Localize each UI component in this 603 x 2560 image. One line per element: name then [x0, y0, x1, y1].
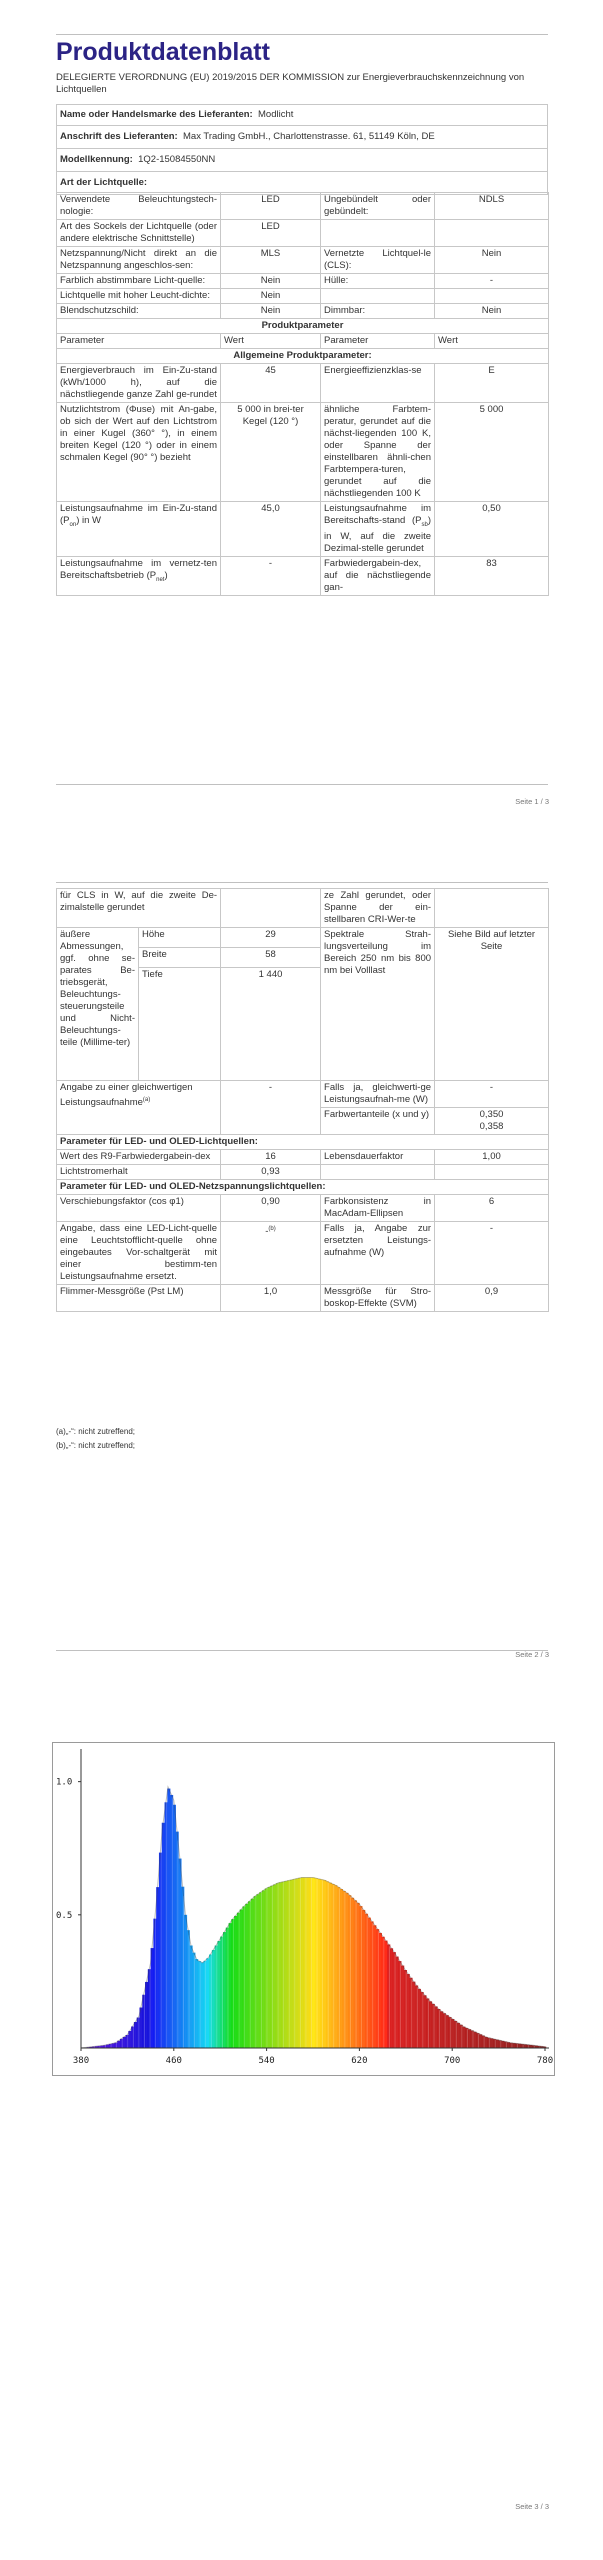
spectrum-streak	[389, 1946, 390, 2048]
spectrum-streak	[517, 2044, 518, 2048]
spectrum-streak	[406, 1971, 407, 2048]
spectrum-streak	[445, 2014, 446, 2048]
lum-row	[57, 1165, 549, 1180]
supplier-name-label: Name oder Handelsmarke des Lieferanten:	[60, 109, 253, 120]
product-param-row	[57, 364, 549, 403]
light-source-row	[57, 304, 549, 319]
light-source-label-2: Dimmbar:	[321, 304, 435, 319]
spectral-label: Spektrale Strah-lungsverteilung im Bereich 250 nm bis 800 nm bei Volllast	[321, 928, 435, 1081]
x-tick-label: 780	[536, 2056, 554, 2066]
light-source-value: LED	[221, 193, 321, 220]
spectrum-band	[223, 1932, 226, 2048]
dims-height-value: 29	[221, 928, 321, 948]
spectrum-streak	[423, 1993, 424, 2048]
light-source-label-2	[321, 289, 435, 304]
light-source-label: Blendschutzschild:	[57, 304, 221, 319]
spectrum-streak	[439, 2010, 440, 2048]
page-1	[0, 0, 603, 830]
spectrum-band	[234, 1916, 237, 2048]
spectrum-streak	[211, 1953, 212, 2048]
spectrum-streak	[484, 2036, 485, 2048]
lum-label: Lichtstromerhalt	[57, 1165, 221, 1180]
spectrum-band	[134, 2022, 137, 2048]
strobo-value: 0,9	[435, 1285, 549, 1312]
param-label: Leistungsaufnahme im vernetz-ten Bereitschaftsbetrieb $(P_{net})$	[57, 556, 221, 595]
spectrum-streak	[244, 1906, 245, 2048]
lum-value: 0,93	[221, 1165, 321, 1180]
light-source-label: Lichtquelle mit hoher Leucht-dichte:	[57, 289, 221, 304]
page-3-footer: Seite 3 / 3	[515, 2502, 549, 2511]
light-source-label: Netzspannung/Nicht direkt an die Netzspannung angeschlos-sen:	[57, 247, 221, 274]
param-value-2: 83	[435, 556, 549, 595]
spectrum-streak	[228, 1926, 229, 2048]
spectrum-streak	[144, 1990, 145, 2048]
spectrum-band	[485, 2037, 488, 2048]
spectrum-band	[513, 2043, 516, 2048]
spectrum-streak	[356, 1901, 357, 2048]
regulation-subtitle: DELEGIERTE VERORDNUNG (EU) 2019/2015 DER KOMMISSION zur Energieverbrauchskennzeichnung von Lichtquellen	[56, 72, 525, 95]
light-source-value: LED	[221, 220, 321, 247]
spectrum-streak	[428, 2000, 429, 2048]
spectrum-band	[323, 1880, 326, 2048]
spectrum-band	[151, 1948, 154, 2048]
spectrum-streak	[450, 2018, 451, 2048]
spectrum-streak	[222, 1935, 223, 2048]
supplier-table	[56, 104, 548, 195]
spectrum-streak	[467, 2028, 468, 2048]
spectrum-streak	[183, 1896, 184, 2048]
spectrum-streak	[306, 1878, 307, 2048]
shift-label: Verschiebungsfaktor (cos φ1)	[57, 1195, 221, 1222]
footnote-b: (b)„-“: nicht zutreffend;	[56, 1441, 135, 1450]
spectrum-streak	[255, 1896, 256, 2048]
spectrum-band	[145, 1982, 148, 2048]
spectrum-streak	[250, 1900, 251, 2048]
param-value-2: 5 000	[435, 403, 549, 502]
macadam-value: 6	[435, 1195, 549, 1222]
spectrum-band	[474, 2032, 477, 2048]
spectrum-band	[178, 1859, 181, 2048]
spectrum-band	[318, 1879, 321, 2048]
cont-left-text: für CLS in W, auf die zweite De-zimalstelle gerundet	[57, 889, 221, 928]
footnote-a: (a)„-“: nicht zutreffend;	[56, 1427, 135, 1436]
spectrum-band	[334, 1885, 337, 2048]
spectrum-streak	[172, 1797, 173, 2048]
spectrum-streak	[300, 1878, 301, 2048]
spectrum-streak	[506, 2042, 507, 2048]
supplier-address-value: Max Trading GmbH., Charlottenstrasse. 61, 51149 Köln, DE	[183, 131, 435, 142]
spectrum-band	[396, 1957, 399, 2048]
spectrum-band	[162, 1823, 165, 2048]
spectrum-band	[357, 1903, 360, 2048]
product-param-row	[57, 502, 549, 557]
spectrum-band	[407, 1974, 410, 2048]
col-header-param: Parameter	[57, 334, 221, 349]
dims-width-value: 58	[221, 948, 321, 968]
replace-row	[57, 1222, 549, 1285]
model-row	[57, 149, 548, 172]
spectrum-streak	[233, 1918, 234, 2048]
spectrum-streak	[411, 1979, 412, 2048]
r9-row	[57, 1150, 549, 1165]
spectrum-streak	[294, 1879, 295, 2048]
spectrum-band	[418, 1989, 421, 2048]
spectral-value: Siehe Bild auf letzter Seite	[435, 928, 549, 1081]
spectrum-streak	[345, 1892, 346, 2048]
spectrum-streak	[139, 2016, 140, 2048]
spectrum-svg	[53, 1743, 554, 2075]
equiv2-value: -	[435, 1081, 549, 1108]
light-source-label-2: Hülle:	[321, 274, 435, 289]
light-source-value-2	[435, 220, 549, 247]
spectrum-streak	[333, 1884, 334, 2048]
light-source-label-2	[321, 220, 435, 247]
x-tick-label: 460	[165, 2056, 182, 2066]
macadam-label: Farbkonsistenz in MacAdam-Ellipsen	[321, 1195, 435, 1222]
replace2-label: Falls ja, Angabe zur ersetzten Leistungs-aufnahme (W)	[321, 1222, 435, 1285]
spectrum-streak	[127, 2034, 128, 2048]
spectrum-streak	[328, 1882, 329, 2048]
light-source-value: Nein	[221, 304, 321, 319]
spectrum-band	[490, 2038, 493, 2048]
spectrum-streak	[178, 1841, 179, 2048]
spectrum-band	[212, 1950, 215, 2048]
x-tick-label: 540	[258, 2056, 275, 2066]
param-col-header-row	[57, 334, 549, 349]
dims-label: äußere Abmessungen, ggf. ohne se-parates Be-triebsgerät, Beleuchtungs-steuerungsteile und Nicht-Beleuchtungs-teile (Millime-ter)	[57, 928, 139, 1081]
light-source-row	[57, 289, 549, 304]
light-source-value-2: Nein	[435, 304, 549, 319]
spectrum-band	[457, 2023, 460, 2048]
product-param-row	[57, 403, 549, 502]
page-1-footer: Seite 1 / 3	[515, 797, 549, 806]
product-params-heading-row	[57, 319, 549, 334]
r9-label: Wert des R9-Farbwiedergabein-dex	[57, 1150, 221, 1165]
dims-width-label: Breite	[139, 948, 221, 968]
param-label: Energieverbrauch im Ein-Zu-stand (kWh/1000 h), auf die nächstliegende ganze Zahl ge-rundet	[57, 364, 221, 403]
light-source-value-2: Nein	[435, 247, 549, 274]
flicker-value: 1,0	[221, 1285, 321, 1312]
spectrum-streak	[272, 1885, 273, 2048]
param-value: 45	[221, 364, 321, 403]
spectrum-band	[412, 1982, 415, 2048]
spectrum-band	[423, 1995, 426, 2048]
page-2-bottom-rule	[56, 1650, 548, 1651]
light-source-label: Art des Sockels der Lichtquelle (oder andere elektrische Schnittstelle)	[57, 220, 221, 247]
param-value: 5 000 in brei-ter Kegel (120 °)	[221, 403, 321, 502]
spectrum-band	[256, 1894, 259, 2048]
top-rule	[56, 34, 548, 35]
spectrum-streak	[461, 2025, 462, 2048]
spectrum-streak	[289, 1880, 290, 2048]
spectrum-chart	[52, 1742, 555, 2076]
spectrum-band	[307, 1878, 310, 2048]
spectrum-streak	[322, 1880, 323, 2048]
param-label-2: ähnliche Farbtem-peratur, gerundet auf die nächst-liegenden 100 K, oder Spanne der einstellbaren ähnli-chen Farbtempera-turen, gerundet auf die nächstliegenden 100 K	[321, 403, 435, 502]
light-source-label-2: Ungebündelt oder gebündelt:	[321, 193, 435, 220]
light-source-value: Nein	[221, 289, 321, 304]
spectrum-band	[301, 1878, 304, 2048]
supplier-name-row	[57, 105, 548, 126]
page-1-bottom-rule	[56, 784, 548, 785]
spectrum-band	[446, 2015, 449, 2048]
equiv2-label: Falls ja, gleichwerti-ge Leistungsaufnah-me (W)	[321, 1081, 435, 1108]
r9-value: 16	[221, 1150, 321, 1165]
spectrum-band	[501, 2041, 504, 2048]
spectrum-band	[279, 1882, 282, 2048]
spectrum-band	[462, 2027, 465, 2048]
y-tick-label: 0.5	[56, 1910, 73, 1921]
spectrum-band	[290, 1880, 293, 2048]
flicker-row	[57, 1285, 549, 1312]
spectrum-band	[217, 1941, 220, 2048]
product-params-heading: Produktparameter	[57, 319, 549, 334]
spectrum-streak	[350, 1896, 351, 2048]
spectrum-band	[451, 2019, 454, 2048]
col-header-value: Wert	[221, 334, 321, 349]
spectrum-band	[284, 1881, 287, 2048]
param-label-2: Leistungsaufnahme im Bereitschafts-stand $(P_{sb})$ in W, auf die zweite Dezimal-stelle gerundet	[321, 502, 435, 557]
spectrum-streak	[317, 1878, 318, 2048]
light-source-row	[57, 220, 549, 247]
spectrum-band	[190, 1946, 193, 2048]
model-value: 1Q2-15084550NN	[138, 154, 216, 165]
param-value: 45,0	[221, 502, 321, 557]
param-label-2: Energieeffizienzklas-se	[321, 364, 435, 403]
spectrum-band	[295, 1879, 298, 2048]
spectrum-streak	[194, 1955, 195, 2048]
param-label: Nutzlichtstrom (Φuse) mit An-gabe, ob sich der Wert auf den Lichtstrom in einer Kugel (360° °), in einem breiten Kegel (120 °) oder in einem schmalen Kegel (90° °) bezieht	[57, 403, 221, 502]
light-source-value: Nein	[221, 274, 321, 289]
col-header-value-2: Wert	[435, 334, 549, 349]
shift-row	[57, 1195, 549, 1222]
spectrum-band	[240, 1909, 243, 2048]
spectrum-band	[345, 1893, 348, 2048]
strobo-label: Messgröße für Stro-boskop-Effekte (SVM)	[321, 1285, 435, 1312]
spectrum-band	[206, 1958, 209, 2048]
equiv-value: -	[221, 1081, 321, 1135]
spectrum-streak	[267, 1888, 268, 2048]
spectrum-band	[173, 1805, 176, 2048]
spectrum-streak	[200, 1962, 201, 2048]
spectrum-streak	[478, 2034, 479, 2048]
spectrum-streak	[384, 1938, 385, 2048]
spectrum-band	[329, 1883, 332, 2048]
dims-depth-value: 1 440	[221, 968, 321, 1081]
spectrum-streak	[278, 1883, 279, 2048]
spectrum-streak	[456, 2022, 457, 2048]
spectrum-band	[373, 1925, 376, 2048]
spectrum-streak	[367, 1915, 368, 2048]
x-tick-label: 380	[72, 2056, 90, 2066]
shift-value: 0,90	[221, 1195, 321, 1222]
x-tick-label: 700	[444, 2056, 461, 2066]
spectrum-streak	[434, 2005, 435, 2048]
col-header-param-2: Parameter	[321, 334, 435, 349]
spectrum-band	[156, 1887, 159, 2048]
spectrum-band	[167, 1789, 170, 2048]
spectrum-streak	[417, 1987, 418, 2048]
cont-right-text: ze Zahl gerundet, oder Spanne der ein-stellbaren CRI-Wer-te	[321, 889, 435, 928]
supplier-address-row	[57, 126, 548, 149]
spectrum-band	[362, 1910, 365, 2048]
light-source-value-2: NDLS	[435, 193, 549, 220]
spectrum-streak	[311, 1878, 312, 2048]
light-source-value-2: -	[435, 274, 549, 289]
spectrum-band	[201, 1962, 204, 2048]
param-label-2: Farbwiedergabein-dex, auf die nächstliegende gan-	[321, 556, 435, 595]
spectrum-streak	[523, 2044, 524, 2048]
spectrum-streak	[495, 2039, 496, 2048]
dims-depth-label: Tiefe	[139, 968, 221, 1081]
light-source-label-2: Vernetzte Lichtquel-le (CLS):	[321, 247, 435, 274]
replace-label: Angabe, dass eine LED-Licht-quelle eine Leuchtstofflicht-quelle ohne eingebautes Vor-schaltgerät mit einer bestimm-ten Leistungsaufnahme ersetzt.	[57, 1222, 221, 1285]
spectrum-band	[312, 1878, 315, 2048]
spectrum-streak	[205, 1960, 206, 2048]
spectrum-streak	[500, 2041, 501, 2048]
light-source-row	[57, 193, 549, 220]
spectrum-streak	[155, 1909, 156, 2048]
light-source-value: MLS	[221, 247, 321, 274]
spectrum-band	[184, 1915, 187, 2048]
spectrum-streak	[489, 2038, 490, 2048]
led-heading-row	[57, 1135, 549, 1150]
spectrum-band	[390, 1948, 393, 2048]
spectrum-streak	[372, 1923, 373, 2048]
general-params-heading: Allgemeine Produktparameter:	[57, 349, 549, 364]
mains-heading-row	[57, 1180, 549, 1195]
x-tick-label: 620	[351, 2056, 368, 2066]
page-2	[0, 860, 603, 1680]
spectrum-streak	[189, 1935, 190, 2048]
general-params-heading-row	[57, 349, 549, 364]
spectrum-band	[468, 2029, 471, 2048]
spectrum-streak	[150, 1965, 151, 2048]
spectrum-streak	[378, 1930, 379, 2048]
spectrum-band	[496, 2040, 499, 2048]
spectrum-band	[340, 1889, 343, 2048]
light-source-row	[57, 247, 549, 274]
spectrum-band	[351, 1898, 354, 2048]
page-2-footer: Seite 2 / 3	[515, 1650, 549, 1659]
replace-value: -$^{(b)}$	[221, 1222, 321, 1285]
supplier-name-value: Modlicht	[258, 109, 294, 120]
spectrum-band	[245, 1904, 248, 2048]
spectrum-band	[251, 1899, 254, 2048]
spectrum-band	[195, 1959, 198, 2048]
spectrum-streak	[395, 1954, 396, 2048]
page-2-top-rule	[56, 882, 548, 883]
product-param-row	[57, 556, 549, 595]
page-title: Produktdatenblatt	[56, 38, 270, 66]
light-source-value-2	[435, 289, 549, 304]
spectrum-streak	[133, 2025, 134, 2048]
param-value-2: E	[435, 364, 549, 403]
mains-heading: Parameter für LED- und OLED-Netzspannungslichtquellen:	[57, 1180, 549, 1195]
replace2-value: -	[435, 1222, 549, 1285]
spectrum-band	[229, 1923, 232, 2048]
spectrum-band	[368, 1918, 371, 2048]
spectrum-band	[507, 2042, 510, 2048]
light-source-label: Farblich abstimmbare Licht-quelle:	[57, 274, 221, 289]
dims-row-1	[57, 928, 549, 948]
spectrum-streak	[361, 1907, 362, 2048]
spectrum-band	[262, 1890, 265, 2048]
dims-height-label: Höhe	[139, 928, 221, 948]
light-type-heading: Art der Lichtquelle:	[57, 172, 548, 195]
spectrum-streak	[116, 2042, 117, 2048]
model-label: Modellkennung:	[60, 154, 133, 165]
spectrum-streak	[512, 2043, 513, 2048]
param-label: Leistungsaufnahme im Ein-Zu-stand $(P_{on})$ in W	[57, 502, 221, 557]
spectrum-band	[268, 1887, 271, 2048]
spectrum-streak	[239, 1912, 240, 2048]
spectrum-streak	[339, 1888, 340, 2048]
flicker-label: Flimmer-Messgröße (Pst LM)	[57, 1285, 221, 1312]
supplier-address-label: Anschrift des Lieferanten:	[60, 131, 178, 142]
spectrum-band	[123, 2037, 126, 2048]
spectrum-streak	[400, 1963, 401, 2048]
spectrum-streak	[283, 1882, 284, 2048]
spectrum-streak	[166, 1795, 167, 2048]
y-tick-label: 1.0	[56, 1777, 73, 1788]
spectrum-streak	[111, 2044, 112, 2048]
life-value: 1,00	[435, 1150, 549, 1165]
equiv-row	[57, 1081, 549, 1108]
light-source-label: Verwendete Beleuchtungstech-nologie:	[57, 193, 221, 220]
spectrum-band	[128, 2031, 131, 2048]
spectrum-band	[273, 1885, 276, 2048]
spectrum-streak	[122, 2038, 123, 2048]
spectrum-streak	[161, 1841, 162, 2048]
spectrum-band	[401, 1966, 404, 2048]
equiv-label: Angabe zu einer gleichwertigen Leistungsaufnahme$^{(a)}$	[57, 1081, 221, 1135]
spectrum-streak	[261, 1892, 262, 2048]
light-source-table	[56, 192, 549, 596]
cont-row	[57, 889, 549, 928]
spectrum-band	[429, 2001, 432, 2048]
spectrum-streak	[473, 2031, 474, 2048]
led-heading: Parameter für LED- und OLED-Lichtquellen:	[57, 1135, 549, 1150]
spectrum-band	[379, 1933, 382, 2048]
spectrum-band	[440, 2011, 443, 2048]
spectrum-streak	[216, 1944, 217, 2048]
light-source-row	[57, 274, 549, 289]
spectrum-band	[479, 2034, 482, 2048]
chroma-label: Farbwertanteile (x und y)	[321, 1108, 435, 1135]
life-label: Lebensdauerfaktor	[321, 1150, 435, 1165]
continued-table	[56, 888, 549, 1312]
spectrum-band	[384, 1941, 387, 2048]
param-value-2: 0,50	[435, 502, 549, 557]
chroma-values: 0,350 0,358	[435, 1108, 549, 1135]
param-value: -	[221, 556, 321, 595]
spectrum-band	[435, 2006, 438, 2048]
